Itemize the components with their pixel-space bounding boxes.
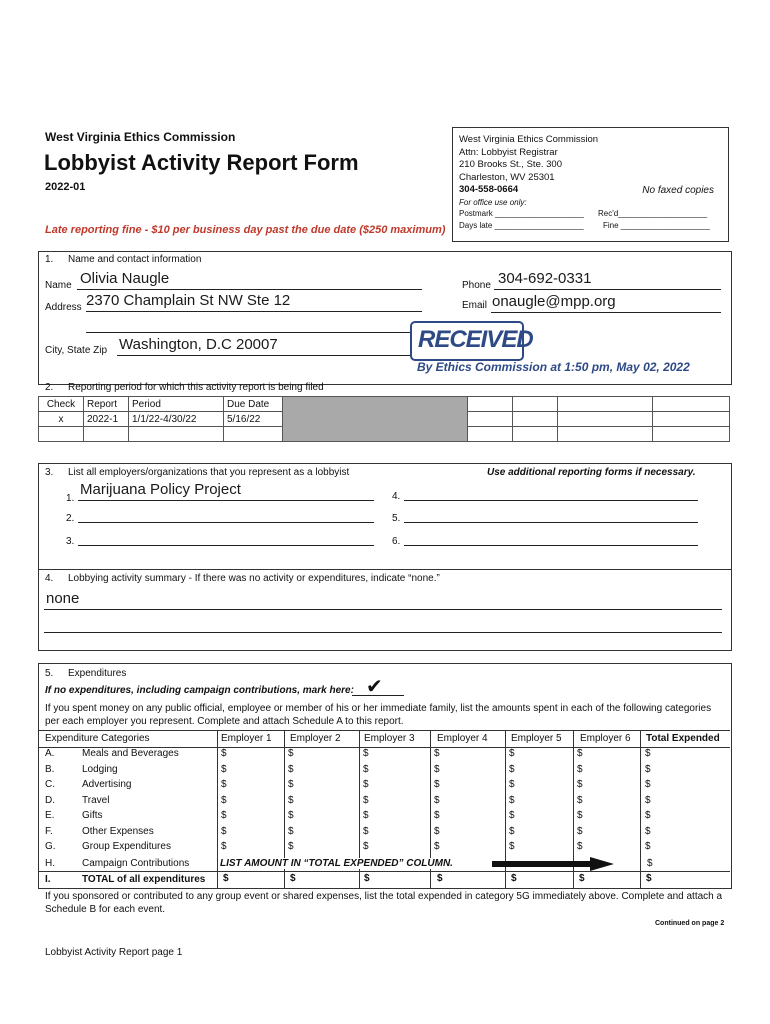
section-4-heading: Lobbying activity summary - If there was no activity or expenditures, indicate “none.”	[68, 573, 440, 584]
email-field[interactable]	[491, 293, 721, 313]
col-due-date: Due Date	[224, 397, 283, 412]
days-late-field: Days late ____________________	[459, 221, 584, 230]
activity-summary-value: none	[46, 590, 80, 607]
employer-1-field[interactable]	[78, 482, 374, 501]
employer-amount-cell[interactable]: $	[363, 810, 369, 821]
employer-1-value: Marijuana Policy Project	[80, 481, 241, 498]
employer-amount-cell[interactable]: $	[434, 810, 440, 821]
late-fine-notice: Late reporting fine - $10 per business day past the due date ($250 maximum)	[45, 224, 446, 236]
employer-2-number: 2.	[66, 513, 75, 524]
employer-amount-cell[interactable]: $	[577, 825, 583, 837]
city-state-zip-value: Washington, D.C 20007	[119, 336, 278, 353]
employer-amount-cell[interactable]: $	[221, 763, 227, 775]
employer-amount-cell[interactable]: $	[363, 763, 369, 775]
name-label: Name	[45, 280, 72, 291]
col-employer-4: Employer 4	[437, 733, 488, 744]
employer-amount-cell[interactable]: $	[288, 794, 294, 806]
employer-4-number: 4.	[392, 491, 401, 502]
address-value: 2370 Champlain St NW Ste 12	[86, 292, 291, 309]
arrow-right-icon	[492, 857, 614, 871]
employer-amount-cell[interactable]: $	[288, 779, 294, 790]
row-category: Meals and Beverages	[82, 748, 179, 759]
no-expenditures-label: If no expenditures, including campaign contributions, mark here:	[45, 685, 354, 696]
no-fax-note: No faxed copies	[642, 185, 714, 196]
employer-amount-cell[interactable]: $	[509, 825, 515, 837]
employer-amount-cell[interactable]: $	[434, 779, 440, 790]
received-timestamp: By Ethics Commission at 1:50 pm, May 02, 2022	[417, 360, 690, 374]
section-1-number: 1.	[45, 254, 54, 265]
employer-total-cell[interactable]: $	[437, 873, 443, 884]
address-field[interactable]	[86, 294, 422, 312]
employer-amount-cell[interactable]: $	[577, 779, 583, 790]
section-2-heading: Reporting period for which this activity report is being filed	[68, 382, 324, 393]
received-label: RECEIVED	[418, 326, 533, 353]
employer-total-cell[interactable]: $	[290, 873, 296, 884]
section-5-number: 5.	[45, 668, 54, 679]
col-employer-1: Employer 1	[221, 733, 272, 744]
phone-field[interactable]	[494, 270, 721, 290]
employer-amount-cell[interactable]: $	[434, 794, 440, 806]
employer-amount-cell[interactable]: $	[577, 794, 583, 806]
no-expenditures-checkbox[interactable]	[352, 678, 404, 696]
employer-amount-cell[interactable]: $	[577, 841, 583, 852]
row-category: Other Expenses	[82, 825, 154, 837]
col-check: Check	[39, 397, 84, 412]
employer-amount-cell[interactable]: $	[288, 763, 294, 775]
period-code: 2022-01	[45, 181, 86, 193]
employer-1-number: 1.	[66, 493, 75, 504]
row-letter: F.	[45, 825, 53, 837]
activity-summary-line-2[interactable]	[44, 618, 722, 633]
employer-3-field[interactable]	[78, 535, 374, 546]
employer-amount-cell[interactable]: $	[363, 779, 369, 790]
employer-3-number: 3.	[66, 536, 75, 547]
employer-amount-cell[interactable]: $	[509, 794, 515, 806]
mail-line-4: Charleston, WV 25301	[459, 171, 555, 183]
section-5-box	[38, 663, 732, 889]
total-amount-cell[interactable]: $	[645, 825, 651, 837]
employer-amount-cell[interactable]: $	[434, 841, 440, 852]
reporting-period-table	[38, 396, 730, 442]
employer-amount-cell[interactable]: $	[577, 763, 583, 775]
col-employer-5: Employer 5	[511, 733, 562, 744]
section-3-heading: List all employers/organizations that you represent as a lobbyist	[68, 467, 350, 478]
employer-amount-cell[interactable]: $	[434, 763, 440, 775]
employer-total-cell[interactable]: $	[223, 873, 229, 884]
row-i-letter: I.	[45, 874, 51, 885]
col-employer-3: Employer 3	[364, 733, 415, 744]
total-amount-cell[interactable]: $	[645, 779, 651, 790]
row-category: Gifts	[82, 810, 103, 821]
section-1-heading: Name and contact information	[68, 254, 202, 265]
employer-amount-cell[interactable]: $	[509, 763, 515, 775]
employer-amount-cell[interactable]: $	[221, 841, 227, 852]
page-footer: Lobbyist Activity Report page 1	[45, 947, 183, 958]
col-period: Period	[129, 397, 224, 412]
employer-amount-cell[interactable]: $	[221, 794, 227, 806]
employer-amount-cell[interactable]: $	[434, 748, 440, 759]
row-category: Advertising	[82, 779, 132, 790]
section-4-number: 4.	[45, 573, 54, 584]
total-amount-cell[interactable]: $	[645, 763, 651, 775]
employer-amount-cell[interactable]: $	[509, 748, 515, 759]
total-amount-cell[interactable]: $	[645, 810, 651, 821]
employer-amount-cell[interactable]: $	[434, 825, 440, 837]
employer-amount-cell[interactable]: $	[509, 779, 515, 790]
employer-amount-cell[interactable]: $	[363, 794, 369, 806]
employer-amount-cell[interactable]: $	[509, 841, 515, 852]
mail-line-1: West Virginia Ethics Commission	[459, 134, 599, 145]
employer-2-field[interactable]	[78, 512, 374, 523]
employer-amount-cell[interactable]: $	[221, 779, 227, 790]
employer-amount-cell[interactable]: $	[221, 748, 227, 759]
row-letter: B.	[45, 763, 55, 775]
col-categories: Expenditure Categories	[45, 733, 150, 744]
received-stamp	[410, 321, 533, 361]
section-3-number: 3.	[45, 467, 54, 478]
section-2-number: 2.	[45, 382, 54, 393]
name-value: Olivia Naugle	[80, 270, 170, 287]
employer-4-field[interactable]	[404, 490, 698, 501]
row-i-name: TOTAL of all expenditures	[82, 874, 206, 885]
mail-line-3: 210 Brooks St., Ste. 300	[459, 159, 562, 170]
city-state-zip-field[interactable]	[117, 337, 417, 356]
name-field[interactable]	[77, 272, 422, 290]
email-label: Email	[462, 300, 488, 311]
report-cell[interactable]: 2022-1	[84, 412, 129, 427]
section-3-note: Use additional reporting forms if necessary.	[487, 467, 696, 478]
row-h-letter: H.	[45, 858, 55, 869]
section-5-heading: Expenditures	[68, 668, 127, 679]
employer-6-field[interactable]	[404, 535, 698, 546]
activity-summary-line-1[interactable]	[44, 591, 722, 610]
group-expenses-instructions: If you sponsored or contributed to any group event or shared expenses, list the total expended in category 5G immediately above. Complete and attach a Schedule B for each event.	[45, 891, 723, 915]
employer-amount-cell[interactable]: $	[288, 810, 294, 821]
employer-amount-cell[interactable]: $	[288, 841, 294, 852]
row-category: Lodging	[82, 763, 118, 775]
continued-note: Continued on page 2	[655, 920, 725, 927]
address-label: Address	[45, 302, 82, 313]
phone-label: Phone	[462, 280, 491, 291]
total-amount-cell[interactable]: $	[645, 794, 651, 806]
row-letter: E.	[45, 810, 55, 821]
check-mark-icon: ✔	[366, 676, 383, 698]
fine-field: Fine ____________________	[603, 221, 710, 230]
row-h-note: LIST AMOUNT IN “TOTAL EXPENDED” COLUMN.	[220, 858, 457, 869]
grand-total-cell[interactable]: $	[646, 873, 652, 884]
commission-name: West Virginia Ethics Commission	[45, 130, 236, 144]
row-letter: G.	[45, 841, 56, 852]
mailing-address-box	[452, 127, 729, 242]
employer-amount-cell[interactable]: $	[288, 748, 294, 759]
row-letter: D.	[45, 794, 55, 806]
office-use-label: For office use only:	[459, 198, 527, 207]
due-date-cell[interactable]: 5/16/22	[224, 412, 283, 427]
employer-total-cell[interactable]: $	[364, 873, 370, 884]
row-category: Travel	[82, 794, 110, 806]
recd-field: Rec'd____________________	[598, 209, 708, 218]
employer-amount-cell[interactable]: $	[363, 825, 369, 837]
employer-total-cell[interactable]: $	[579, 873, 585, 884]
row-letter: A.	[45, 748, 55, 759]
phone-value: 304-692-0331	[498, 270, 592, 287]
address-line-2-field[interactable]	[86, 318, 411, 333]
row-letter: C.	[45, 779, 55, 790]
employer-5-number: 5.	[392, 513, 401, 524]
employer-amount-cell[interactable]: $	[288, 825, 294, 837]
page-title: Lobbyist Activity Report Form	[44, 150, 359, 175]
employer-5-field[interactable]	[404, 512, 698, 523]
row-h-total-dollar[interactable]: $	[647, 858, 653, 869]
total-amount-cell[interactable]: $	[645, 841, 651, 852]
employer-amount-cell[interactable]: $	[221, 810, 227, 821]
row-h-name: Campaign Contributions	[82, 858, 190, 869]
col-report: Report	[84, 397, 129, 412]
total-amount-cell[interactable]: $	[645, 748, 651, 759]
col-employer-2: Employer 2	[290, 733, 341, 744]
employer-amount-cell[interactable]: $	[577, 748, 583, 759]
row-category: Group Expenditures	[82, 841, 171, 852]
postmark-field: Postmark ____________________	[459, 209, 584, 218]
employer-amount-cell[interactable]: $	[221, 825, 227, 837]
col-total-expended: Total Expended	[646, 733, 720, 744]
col-employer-6: Employer 6	[580, 733, 631, 744]
employer-amount-cell[interactable]: $	[363, 748, 369, 759]
mail-line-2: Attn: Lobbyist Registrar	[459, 146, 558, 158]
expenditures-instructions: If you spent money on any public official, employee or member of his or her immediate family, list the amounts spent in each of the following categories per each employer you represent. Complete and attach Schedule A to this report.	[45, 703, 712, 727]
employer-6-number: 6.	[392, 536, 401, 547]
period-cell[interactable]: 1/1/22-4/30/22	[129, 412, 224, 427]
employer-amount-cell[interactable]: $	[577, 810, 583, 821]
shaded-area	[283, 397, 468, 442]
email-value: onaugle@mpp.org	[492, 293, 616, 310]
check-cell[interactable]: x	[39, 412, 84, 427]
employer-amount-cell[interactable]: $	[363, 841, 369, 852]
city-state-zip-label: City, State Zip	[45, 345, 108, 356]
mail-phone: 304-558-0664	[459, 184, 519, 195]
employer-total-cell[interactable]: $	[511, 873, 517, 884]
employer-amount-cell[interactable]: $	[509, 810, 515, 821]
